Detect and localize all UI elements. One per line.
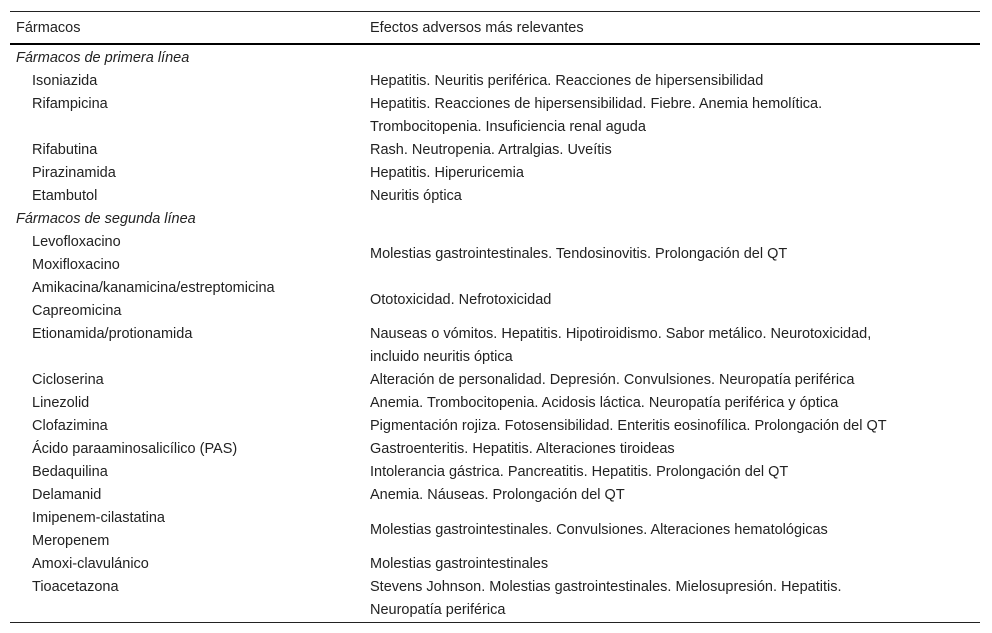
table-row <box>10 185 980 208</box>
section-row <box>10 208 980 231</box>
drug-name: Amoxi-clavulánico <box>32 556 149 572</box>
adverse-effects: Hepatitis. Hiperuricemia <box>370 165 524 181</box>
table-row <box>10 553 980 576</box>
drug-name: Rifampicina <box>32 96 108 112</box>
drug-name: Clofazimina <box>32 418 108 434</box>
table-row <box>10 162 980 185</box>
table-row <box>10 415 980 438</box>
adverse-effects: Nauseas o vómitos. Hepatitis. Hipotiroidismo. Sabor metálico. Neurotoxicidad, incluido neuritis óptica <box>370 326 872 365</box>
section-title: Fármacos de segunda línea <box>16 211 196 227</box>
table-row <box>10 231 980 254</box>
adverse-effects: Pigmentación rojiza. Fotosensibilidad. Enteritis eosinofílica. Prolongación del QT <box>370 418 887 434</box>
adverse-effects: Molestias gastrointestinales. Convulsiones. Alteraciones hematológicas <box>370 521 828 538</box>
drug-name: Ácido paraaminosalicílico (PAS) <box>32 441 238 457</box>
adverse-effects: Hepatitis. Neuritis periférica. Reacciones de hipersensibilidad <box>370 73 764 89</box>
section-empty <box>370 208 980 231</box>
table-row <box>10 70 980 93</box>
drug-name: Rifabutina <box>32 142 98 158</box>
drug-name: Tioacetazona <box>32 579 119 595</box>
table-row <box>10 461 980 484</box>
adverse-effects: Alteración de personalidad. Depresión. Convulsiones. Neuropatía periférica <box>370 372 855 388</box>
section-title: Fármacos de primera línea <box>16 50 190 66</box>
adverse-effects: Molestias gastrointestinales <box>370 556 549 572</box>
table-row <box>10 323 980 369</box>
drug-name: Etionamida/protionamida <box>32 326 193 342</box>
adverse-effects: Stevens Johnson. Molestias gastrointestinales. Mielosupresión. Hepatitis. Neuropatía periférica <box>370 579 842 618</box>
section-row <box>10 44 980 70</box>
drug-name: Levofloxacino <box>32 234 121 250</box>
drug-name: Moxifloxacino <box>32 257 120 273</box>
adverse-effects: Ototoxicidad. Nefrotoxicidad <box>370 291 552 308</box>
drug-name: Capreomicina <box>32 303 122 319</box>
table-row <box>10 277 980 300</box>
table-row <box>10 484 980 507</box>
adverse-effects-table <box>10 11 980 623</box>
header-effects: Efectos adversos más relevantes <box>370 19 584 36</box>
adverse-effects: Hepatitis. Reacciones de hipersensibilidad. Fiebre. Anemia hemolítica. Trombocitopenia. Insuficiencia renal aguda <box>370 96 823 135</box>
table-row <box>10 438 980 461</box>
adverse-effects: Neuritis óptica <box>370 188 462 204</box>
drug-name: Amikacina/kanamicina/estreptomicina <box>32 280 275 296</box>
adverse-effects: Anemia. Trombocitopenia. Acidosis láctica. Neuropatía periférica y óptica <box>370 395 839 411</box>
table-body <box>10 44 980 623</box>
adverse-effects: Molestias gastrointestinales. Tendosinovitis. Prolongación del QT <box>370 245 788 262</box>
drug-name: Meropenem <box>32 533 110 549</box>
drug-name: Cicloserina <box>32 372 104 388</box>
table-row <box>10 139 980 162</box>
adverse-effects: Anemia. Náuseas. Prolongación del QT <box>370 487 625 503</box>
drug-name: Isoniazida <box>32 73 98 89</box>
table-header-row <box>10 12 980 45</box>
adverse-effects: Gastroenteritis. Hepatitis. Alteraciones tiroideas <box>370 441 675 457</box>
section-empty <box>370 44 980 70</box>
table-row <box>10 369 980 392</box>
table-row <box>10 93 980 139</box>
drug-name: Etambutol <box>32 188 98 204</box>
adverse-effects: Intolerancia gástrica. Pancreatitis. Hepatitis. Prolongación del QT <box>370 464 789 480</box>
drug-name: Linezolid <box>32 395 90 411</box>
drug-name: Bedaquilina <box>32 464 108 480</box>
header-drugs: Fármacos <box>16 19 81 36</box>
adverse-effects: Rash. Neutropenia. Artralgias. Uveítis <box>370 142 612 158</box>
drug-name: Imipenem-cilastatina <box>32 510 165 526</box>
drug-name: Pirazinamida <box>32 165 116 181</box>
table-row <box>10 576 980 623</box>
drug-name: Delamanid <box>32 487 102 503</box>
table-row <box>10 507 980 530</box>
table-row <box>10 392 980 415</box>
